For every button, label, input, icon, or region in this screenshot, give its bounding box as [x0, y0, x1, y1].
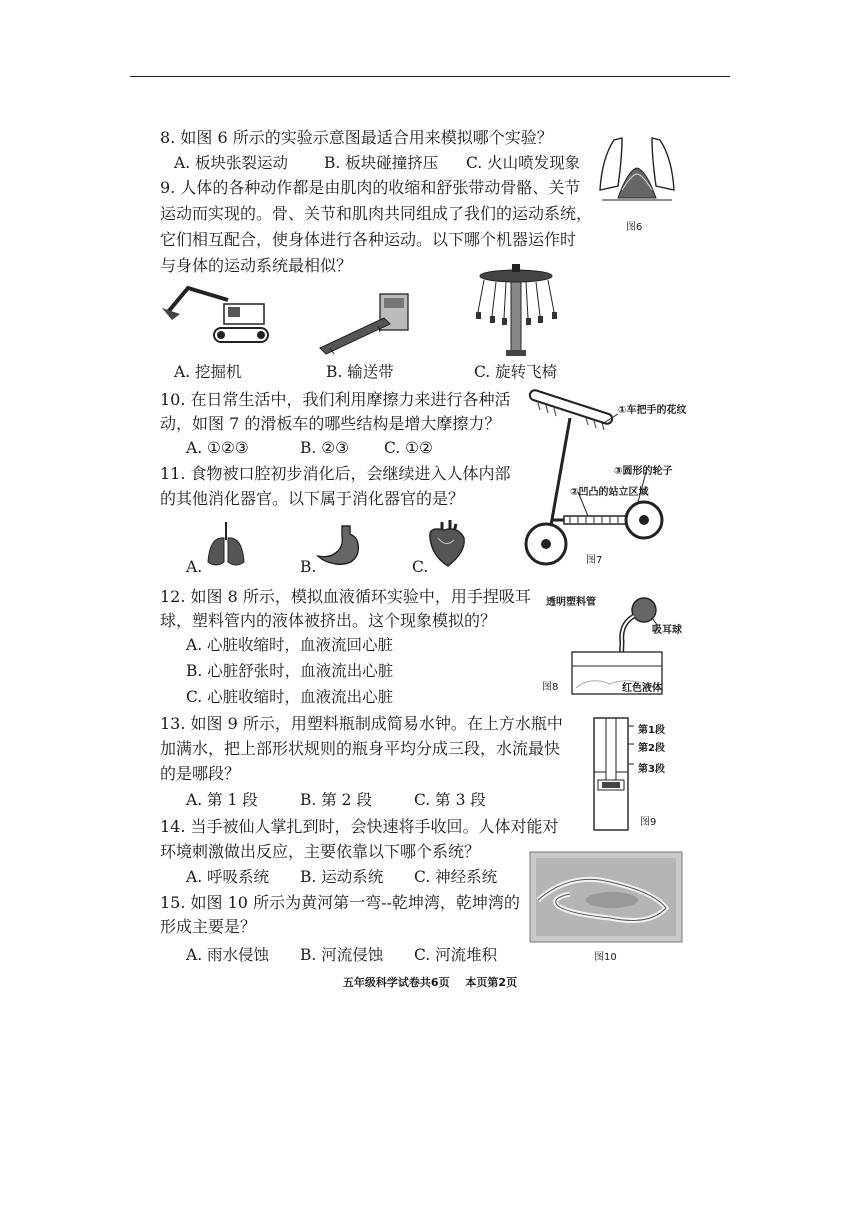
q9-line-2: 运动而实现的。骨、关节和肌肉共同组成了我们的运动系统， — [160, 204, 593, 223]
q11-line-2: 的其他消化器官。以下属于消化器官的是？ — [160, 489, 465, 508]
figure-9-label-section-2: 第2段 — [638, 743, 665, 754]
page-footer — [0, 974, 860, 990]
figure-8-label-tube: 透明塑料管 — [546, 597, 596, 608]
q8-option-b[interactable]: B. 板块碰撞挤压 — [324, 154, 439, 172]
q12-option-a[interactable]: A. 心脏收缩时，血液流回心脏 — [186, 636, 394, 654]
swing-ride-image — [476, 262, 556, 358]
footer-current-page: 本页第2页 — [465, 976, 518, 989]
stomach-image — [314, 524, 366, 568]
q9-option-a[interactable]: A. 挖掘机 — [174, 363, 242, 381]
q10-option-b[interactable]: B. ②③ — [300, 439, 350, 457]
excavator-image — [158, 282, 270, 352]
q11-line-1: 11. 食物被口腔初步消化后，会继续进入人体内部 — [160, 464, 511, 483]
q13-option-a[interactable]: A. 第 1 段 — [186, 791, 258, 809]
q13-option-b[interactable]: B. 第 2 段 — [300, 791, 372, 809]
figure-9-caption: 图9 — [640, 817, 657, 828]
q13-line-1: 13. 如图 9 所示，用塑料瓶制成简易水钟。在上方水瓶中 — [160, 714, 563, 733]
q9-option-b[interactable]: B. 输送带 — [326, 363, 394, 381]
q10-option-a[interactable]: A. ①②③ — [186, 439, 249, 457]
q11-option-b[interactable]: B. — [300, 558, 317, 576]
figure-8-caption: 图8 — [542, 682, 559, 693]
q11-option-a[interactable]: A. — [186, 558, 203, 576]
figure-7-label-wheel: ③圆形的轮子 — [614, 466, 673, 477]
figure-9-label-section-1: 第1段 — [638, 725, 665, 736]
figure-7-label-handle: ①车把手的花纹 — [618, 405, 687, 416]
figure-8-label-bulb: 吸耳球 — [652, 625, 682, 636]
figure-6-caption: 图6 — [626, 222, 643, 233]
q9-line-1: 9. 人体的各种动作都是由肌肉的收缩和舒张带动骨骼、关节 — [160, 178, 581, 197]
figure-9-water-clock — [592, 716, 632, 834]
q12-option-b[interactable]: B. 心脏舒张时，血液流出心脏 — [186, 662, 394, 680]
q13-line-3: 的是哪段？ — [160, 764, 241, 783]
figure-7-scooter — [518, 392, 668, 570]
q14-line-2: 环境刺激做出反应，主要依靠以下哪个系统？ — [160, 842, 481, 861]
q10-line-1: 10. 在日常生活中，我们利用摩擦力来进行各种活 — [160, 390, 511, 409]
q15-line-2: 形成主要是？ — [160, 917, 257, 936]
figure-8-label-liquid: 红色液体 — [622, 683, 662, 694]
q13-line-2: 加满水，把上部形状规则的瓶身平均分成三段，水流最快 — [160, 739, 561, 758]
figure-7-caption: 图7 — [586, 555, 603, 566]
q14-option-c[interactable]: C. 神经系统 — [414, 868, 498, 886]
lungs-image — [204, 522, 248, 570]
q11-option-c[interactable]: C. — [412, 558, 429, 576]
footer-total-pages: 五年级科学试卷共6页 — [342, 976, 450, 989]
figure-10-caption: 图10 — [594, 952, 617, 963]
q10-option-c[interactable]: C. ①② — [384, 439, 433, 457]
q14-line-1: 14. 当手被仙人掌扎到时，会快速将手收回。人体对能对 — [160, 817, 559, 836]
q8-option-a[interactable]: A. 板块张裂运动 — [174, 154, 289, 172]
figure-9-label-section-3: 第3段 — [638, 764, 665, 775]
heart-image — [424, 518, 470, 568]
q9-line-3: 它们相互配合，使身体进行各种运动。以下哪个机器运作时 — [160, 230, 577, 249]
q14-option-a[interactable]: A. 呼吸系统 — [186, 868, 270, 886]
q10-line-2: 动，如图 7 的滑板车的哪些结构是增大摩擦力？ — [160, 414, 501, 433]
q14-option-b[interactable]: B. 运动系统 — [300, 868, 384, 886]
q12-line-1: 12. 如图 8 所示，模拟血液循环实验中，用手捏吸耳 — [160, 587, 531, 606]
top-rule — [130, 76, 730, 77]
q15-option-a[interactable]: A. 雨水侵蚀 — [186, 946, 270, 964]
q12-option-c[interactable]: C. 心脏收缩时，血液流出心脏 — [186, 688, 394, 706]
q15-option-b[interactable]: B. 河流侵蚀 — [300, 946, 384, 964]
q15-line-1: 15. 如图 10 所示为黄河第一弯--乾坤湾，乾坤湾的 — [160, 893, 520, 912]
q8-option-c[interactable]: C. 火山喷发现象 — [466, 154, 581, 172]
conveyor-belt-image — [318, 290, 410, 356]
figure-10-river-bend-photo — [530, 852, 682, 942]
q13-option-c[interactable]: C. 第 3 段 — [414, 791, 486, 809]
q15-option-c[interactable]: C. 河流堆积 — [414, 946, 498, 964]
q12-line-2: 球，塑料管内的液体被挤出。这个现象模拟的？ — [160, 611, 497, 630]
figure-6-illustration — [592, 128, 682, 208]
q8-stem: 8. 如图 6 所示的实验示意图最适合用来模拟哪个实验？ — [160, 128, 553, 147]
q9-option-c[interactable]: C. 旋转飞椅 — [474, 363, 558, 381]
q9-line-4: 与身体的运动系统最相似？ — [160, 256, 353, 275]
figure-7-label-deck: ②凹凸的站立区域 — [570, 487, 649, 498]
